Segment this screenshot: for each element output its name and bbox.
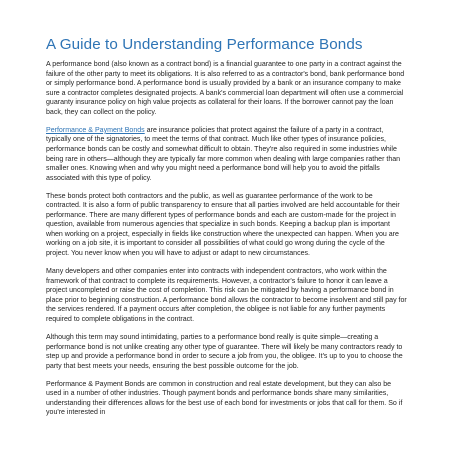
paragraph-insurance-policies: [46, 126, 408, 183]
paragraph-intro: [46, 60, 408, 117]
document-title: A Guide to Understanding Performance Bonds: [46, 36, 363, 53]
paragraph-protection: [46, 192, 408, 259]
paragraph-text: Many developers and other companies enter into contracts with independent contractors, who work within the framework of that contract to complete its requirements. However, a contractor's failure to honor it can leave a project uncompleted or raise the cost of completion. This risk can be mitigated by having a performance bond in place prior to beginning construction. A performance bond allows the contractor to become insolvent and still pay for the services rendered. If a payment occurs after completion, the obligee is not liable for any further payments required to complete obligations in the contract.: [46, 268, 407, 323]
paragraph-text: are insurance policies that protect against the failure of a party in a contract, typically one of the signatories, to meet the terms of that contract. Much like other types of insurance policies, performance bonds can be costly and somewhat difficult to obtain. They're also required in some industries while being rare in others—although they are typically far more common when dealing with large companies rather than smaller ones. Knowing when and why you might need a performance bond will help you to avoid the pitfalls associated with this type of policy.: [46, 126, 401, 182]
paragraph-contractors: [46, 267, 408, 324]
paragraph-text: A performance bond (also known as a contract bond) is a financial guarantee to one party in a contract against the failure of the other party to meet its obligations. It is also referred to as a contractor's bond, bank performance bond or simply performance bond. A performance bond is usually provided by a bank or an insurance company to make sure a contractor completes designated projects. A bank's commercial loan department will often use a commercial guaranty insurance policy on high value projects as collateral for their loans. If the borrower cannot pay the loan back, they can collect on the policy.: [46, 61, 405, 116]
paragraph-industries: [46, 380, 408, 418]
paragraph-text: These bonds protect both contractors and the public, as well as guarantee performance of the work to be contracted. It is also a form of public transparency to ensure that all parties involved are held accountable for their performance. There are many different types of performance bonds and each are custom-made for the project in question, available from numerous agencies that specialize in such bonds. Keeping a backup plan is important when working on a project, especially in fields like construction where the unexpected can happen. When you are working on a job site, it is important to consider all possibilities of what could go wrong during the cycle of the project. You never know when you will have to adjust or adapt to new circumstances.: [46, 192, 400, 258]
document-page: [46, 36, 408, 427]
paragraph-simplicity: [46, 333, 408, 371]
performance-payment-bonds-link[interactable]: Performance & Payment Bonds: [46, 126, 145, 134]
paragraph-text: Although this term may sound intimidating, parties to a performance bond really is quite simple—creating a performance bond is not unlike creating any other type of guarantee. There will likely be many contractors ready to step up and provide a performance bond in order to secure a job from you, the obligee. It's up to you to choose the party that best meets your needs, ensuring the best possible outcome for the job.: [46, 334, 403, 370]
paragraph-text: Performance & Payment Bonds are common in construction and real estate development, but they can also be used in a number of other industries. Though payment bonds and performance bonds share many similarities, understanding their differences allows for the best use of each bond for investments or jobs that call for them. So if you're interested in: [46, 380, 403, 417]
